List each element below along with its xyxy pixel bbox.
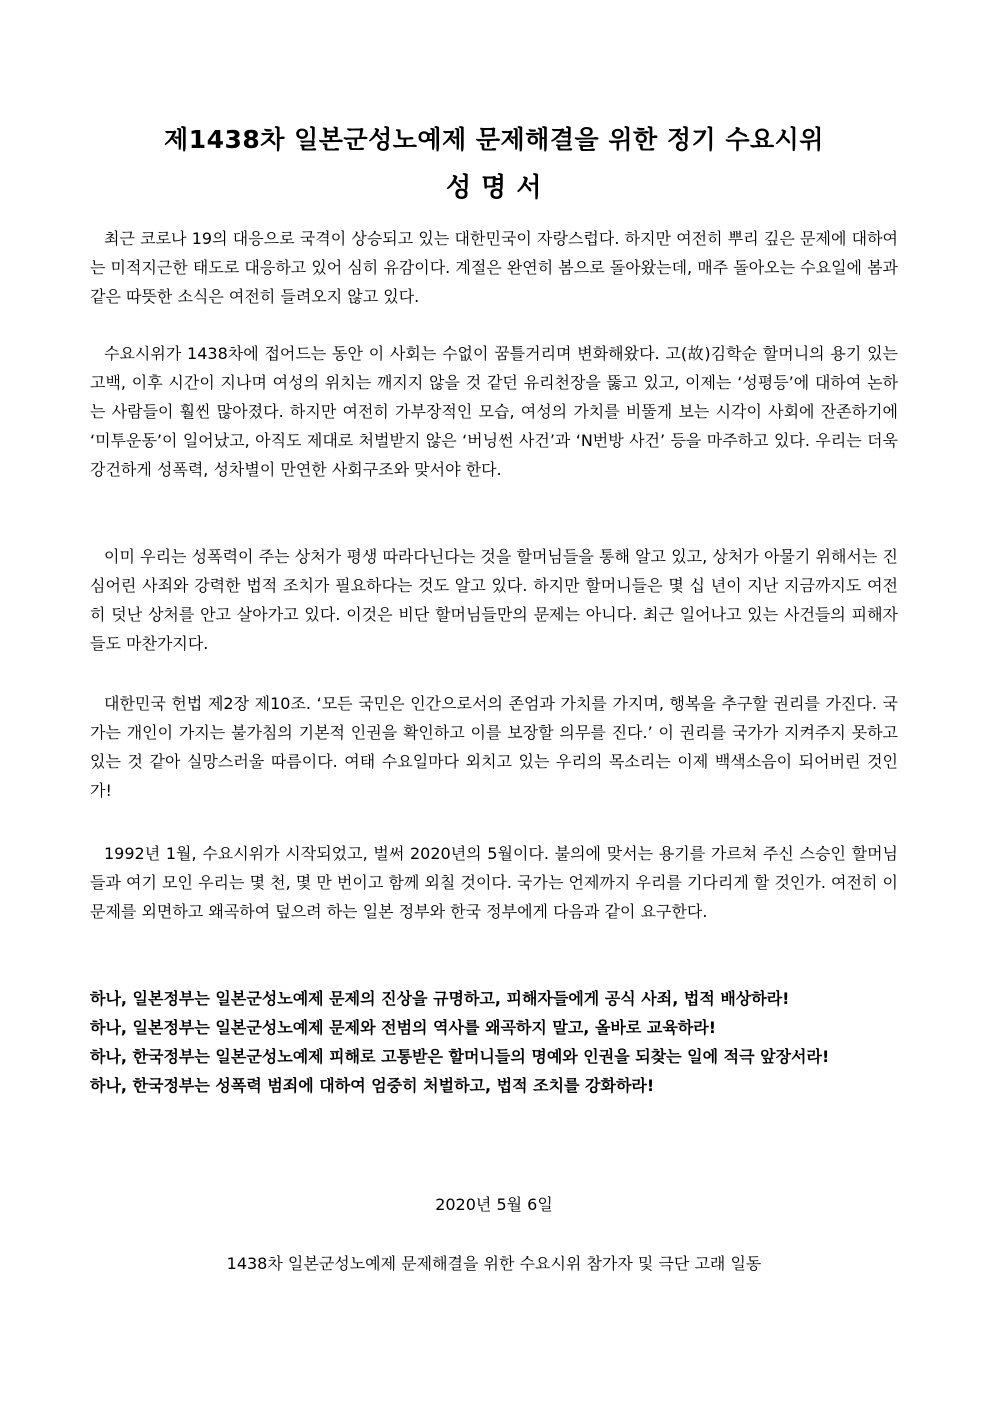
document-subtitle: 성 명 서 (446, 173, 542, 203)
demand-item: 하나, 한국정부는 성폭력 범죄에 대하여 엄중히 처벌하고, 법적 조치를 강화하라! (90, 1076, 655, 1095)
demand-item: 하나, 일본정부는 일본군성노예제 문제의 진상을 규명하고, 피해자들에게 공식 사죄, 법적 배상하라! (90, 989, 790, 1008)
document-title: 제1438차 일본군성노예제 문제해결을 위한 정기 수요시위 (164, 125, 824, 154)
paragraph-5: 1992년 1월, 수요시위가 시작되었고, 벌써 2020년의 5월이다. 불의에 맞서는 용기를 가르쳐 주신 스승인 할머님들과 여기 모인 우리는 몇 천, 몇 만 번이고 함께 외칠 것이다. 국가는 언제까지 우리를 기다리게 할 것인가. 여전히 이 문제를 외면하고 왜곡하여 덮으려 하는 일본 정부와 한국 정부에게 다음과 같이 요구한다. (90, 844, 898, 921)
paragraph-4: 대한민국 헌법 제2장 제10조. ‘모든 국민은 인간으로서의 존엄과 가치를 가지며, 행복을 추구할 권리를 가진다. 국가는 개인이 가지는 불가침의 기본적 인권을 확인하고 이를 보장할 의무를 진다.’ 이 권리를 국가가 지켜주지 못하고 있는 것 같아 실망스러울 따름이다. 여태 수요일마다 외치고 있는 우리의 목소리는 이제 백색소음이 되어버린 것인가! (90, 694, 898, 800)
statement-date: 2020년 5월 6일 (435, 1195, 553, 1214)
paragraph-1: 최근 코로나 19의 대응으로 국격이 상승되고 있는 대한민국이 자랑스럽다. 하지만 여전히 뿌리 깊은 문제에 대하여는 미적지근한 태도로 대응하고 있어 심히 유감이다. 계절은 완연히 봄으로 돌아왔는데, 매주 돌아오는 수요일에 봄과 같은 따뜻한 소식은 여전히 들려오지 않고 있다. (90, 229, 898, 306)
demand-item: 하나, 한국정부는 일본군성노예제 피해로 고통받은 할머니들의 명예와 인권을 되찾는 일에 적극 앞장서라! (90, 1047, 830, 1066)
paragraph-3: 이미 우리는 성폭력이 주는 상처가 평생 따라다닌다는 것을 할머님들을 통해 알고 있고, 상처가 아물기 위해서는 진심어린 사죄와 강력한 법적 조치가 필요하다는 것도 알고 있다. 하지만 할머니들은 몇 십 년이 지난 지금까지도 여전히 덧난 상처를 안고 살아가고 있다. 이것은 비단 할머님들만의 문제는 아니다. 최근 일어나고 있는 사건들의 피해자들도 마찬가지다. (90, 547, 898, 653)
demand-item: 하나, 일본정부는 일본군성노예제 문제와 전범의 역사를 왜곡하지 말고, 올바로 교육하라! (90, 1018, 717, 1037)
paragraph-2: 수요시위가 1438차에 접어드는 동안 이 사회는 수없이 꿈틀거리며 변화해왔다. 고(故)김학순 할머니의 용기 있는 고백, 이후 시간이 지나며 여성의 위치는 깨지지 않을 것 같던 유리천장을 뚫고 있고, 이제는 ‘성평등’에 대하여 논하는 사람들이 훨씬 많아졌다. 하지만 여전히 가부장적인 모습, 여성의 가치를 비뚤게 보는 시각이 사회에 잔존하기에 ‘미투운동’이 일어났고, 아직도 제대로 처벌받지 않은 ‘버닝썬 사건’과 ‘N번방 사건’ 등을 마주하고 있다. 우리는 더욱 강건하게 성폭력, 성차별이 만연한 사회구조와 맞서야 한다. (90, 344, 898, 479)
statement-signature: 1438차 일본군성노예제 문제해결을 위한 수요시위 참가자 및 극단 고래 일동 (226, 1254, 762, 1273)
demand-list (90, 984, 898, 1100)
